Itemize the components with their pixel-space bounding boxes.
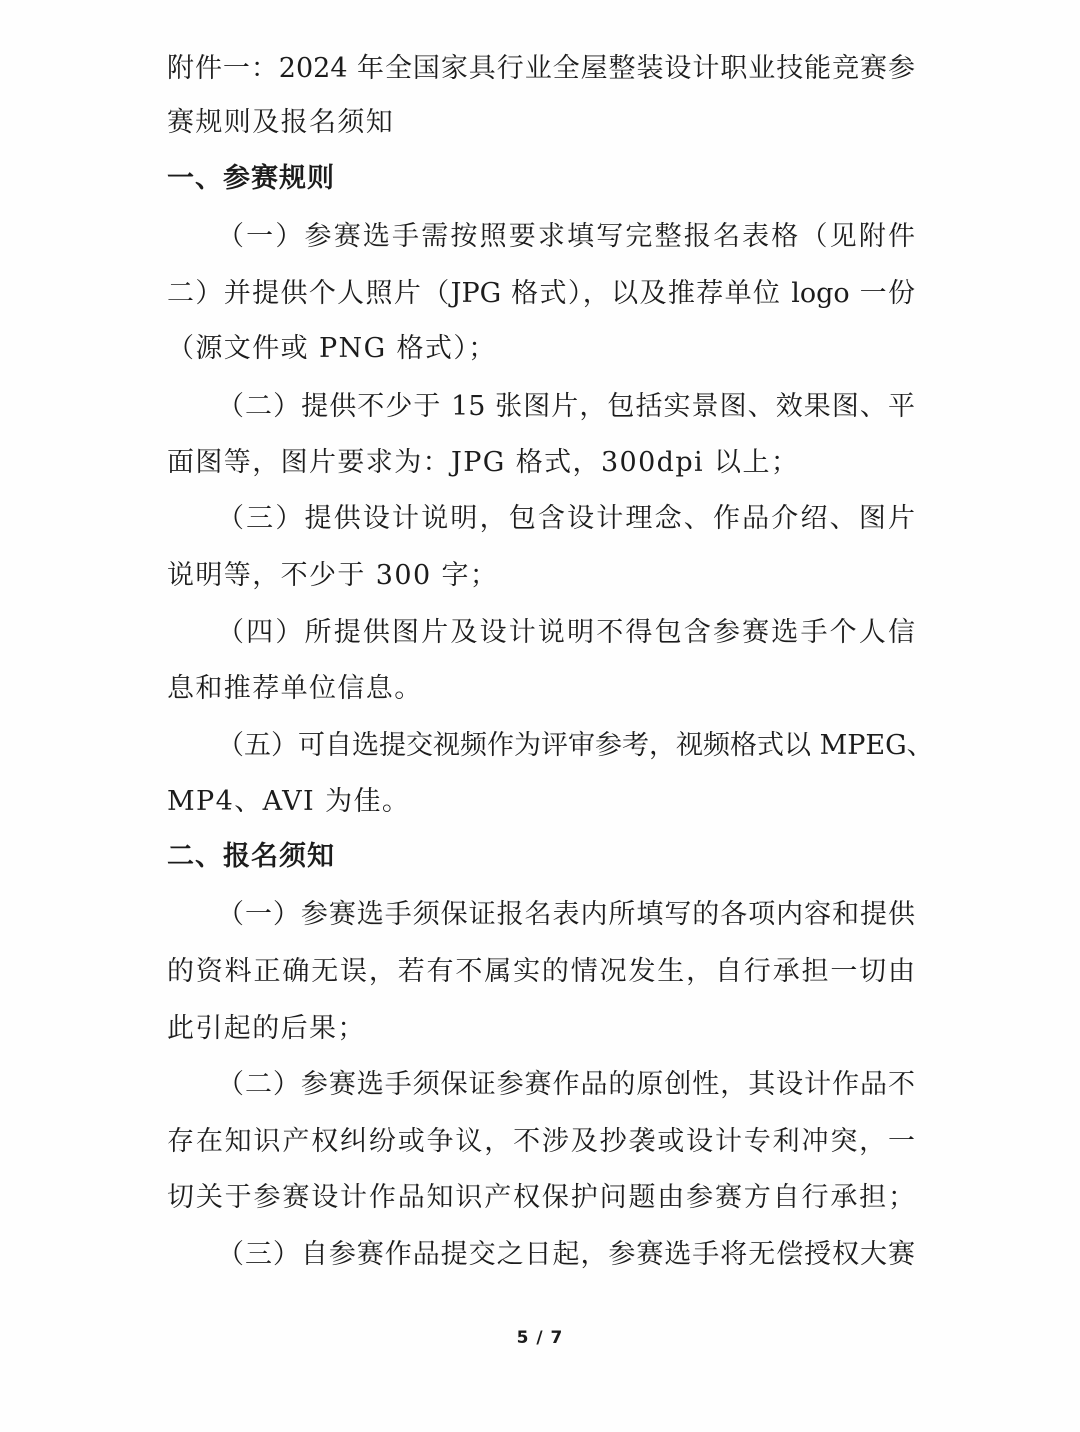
section-1-line: 说明等，不少于 300 字； — [167, 560, 499, 591]
section-1-line: 二）并提供个人照片（JPG 格式），以及推荐单位 logo 一份 — [167, 278, 915, 309]
document-title-line-2: 赛规则及报名须知 — [167, 107, 395, 138]
section-1-line: （源文件或 PNG 格式）； — [167, 333, 497, 364]
section-1-line: 面图等，图片要求为：JPG 格式，300dpi 以上； — [167, 447, 800, 478]
section-2-line: 存在知识产权纠纷或争议，不涉及抄袭或设计专利冲突，一 — [167, 1126, 915, 1157]
page-number: 5 / 7 — [516, 1328, 564, 1348]
section-1-heading: 一、参赛规则 — [167, 163, 335, 194]
section-2-line: （三）自参赛作品提交之日起，参赛选手将无偿授权大赛 — [217, 1239, 915, 1270]
section-2-line: （一）参赛选手须保证报名表内所填写的各项内容和提供 — [217, 899, 915, 930]
section-2-line: 的资料正确无误，若有不属实的情况发生，自行承担一切由 — [167, 956, 915, 987]
section-1-line: （三）提供设计说明，包含设计理念、作品介绍、图片 — [217, 503, 915, 534]
section-1-line: （二）提供不少于 15 张图片，包括实景图、效果图、平 — [217, 391, 915, 422]
section-2-heading: 二、报名须知 — [167, 841, 335, 872]
section-1-line: （四）所提供图片及设计说明不得包含参赛选手个人信 — [217, 617, 915, 648]
section-1-line: 息和推荐单位信息。 — [167, 673, 423, 704]
document-title-line-1: 附件一：2024 年全国家具行业全屋整装设计职业技能竞赛参 — [167, 53, 915, 84]
section-2-line: 切关于参赛设计作品知识产权保护问题由参赛方自行承担； — [167, 1182, 915, 1213]
section-2-line: 此引起的后果； — [167, 1013, 366, 1044]
section-1-line: （五）可自选提交视频作为评审参考，视频格式以 MPEG、 — [217, 730, 934, 761]
section-2-line: （二）参赛选手须保证参赛作品的原创性，其设计作品不 — [217, 1069, 915, 1100]
section-1-line: MP4、AVI 为佳。 — [167, 786, 411, 817]
section-1-line: （一）参赛选手需按照要求填写完整报名表格（见附件 — [217, 221, 915, 252]
